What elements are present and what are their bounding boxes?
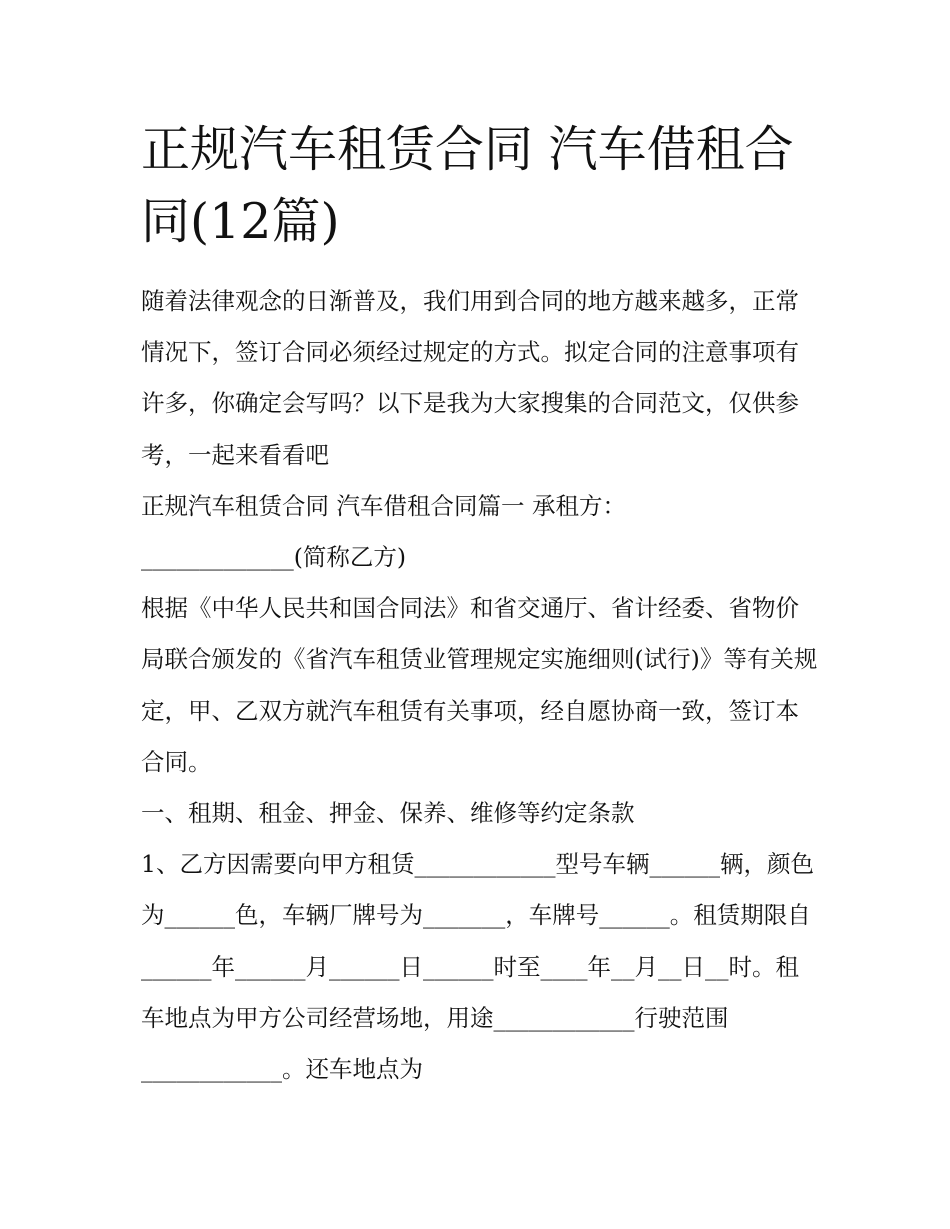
- legal-basis-paragraph: 根据《中华人民共和国合同法》和省交通厅、省计经委、省物价局联合颁发的《省汽车租赁业管理规定实施细则(试行)》等有关规定，甲、乙双方就汽车租赁有关事项，经自愿协商一致，签订本合同。: [141, 594, 818, 776]
- section-heading-lessee: 正规汽车租赁合同 汽车借租合同篇一 承租方：: [141, 491, 626, 520]
- lessee-blank-line: _____________(简称乙方): [141, 543, 407, 572]
- intro-paragraph: 随着法律观念的日渐普及，我们用到合同的地方越来越多，正常情况下，签订合同必须经过规定的方式。拟定合同的注意事项有许多，你确定会写吗？以下是我为大家搜集的合同范文，仅供参考，一起来看看吧: [141, 287, 799, 469]
- clause-1-paragraph: 1、乙方因需要向甲方租赁____________型号车辆______辆，颜色为______色，车辆厂牌号为_______，车牌号______。租赁期限自______年______月______日______时至____年__月__日__时。租车地点为甲方公司经营场地，用途____________行驶范围____________。还车地点为: [141, 850, 814, 1084]
- document-body: [141, 276, 821, 1095]
- document-title: 正规汽车租赁合同 汽车借租合同(12篇): [141, 121, 794, 250]
- clause-heading: 一、租期、租金、押金、保养、维修等约定条款: [141, 799, 635, 828]
